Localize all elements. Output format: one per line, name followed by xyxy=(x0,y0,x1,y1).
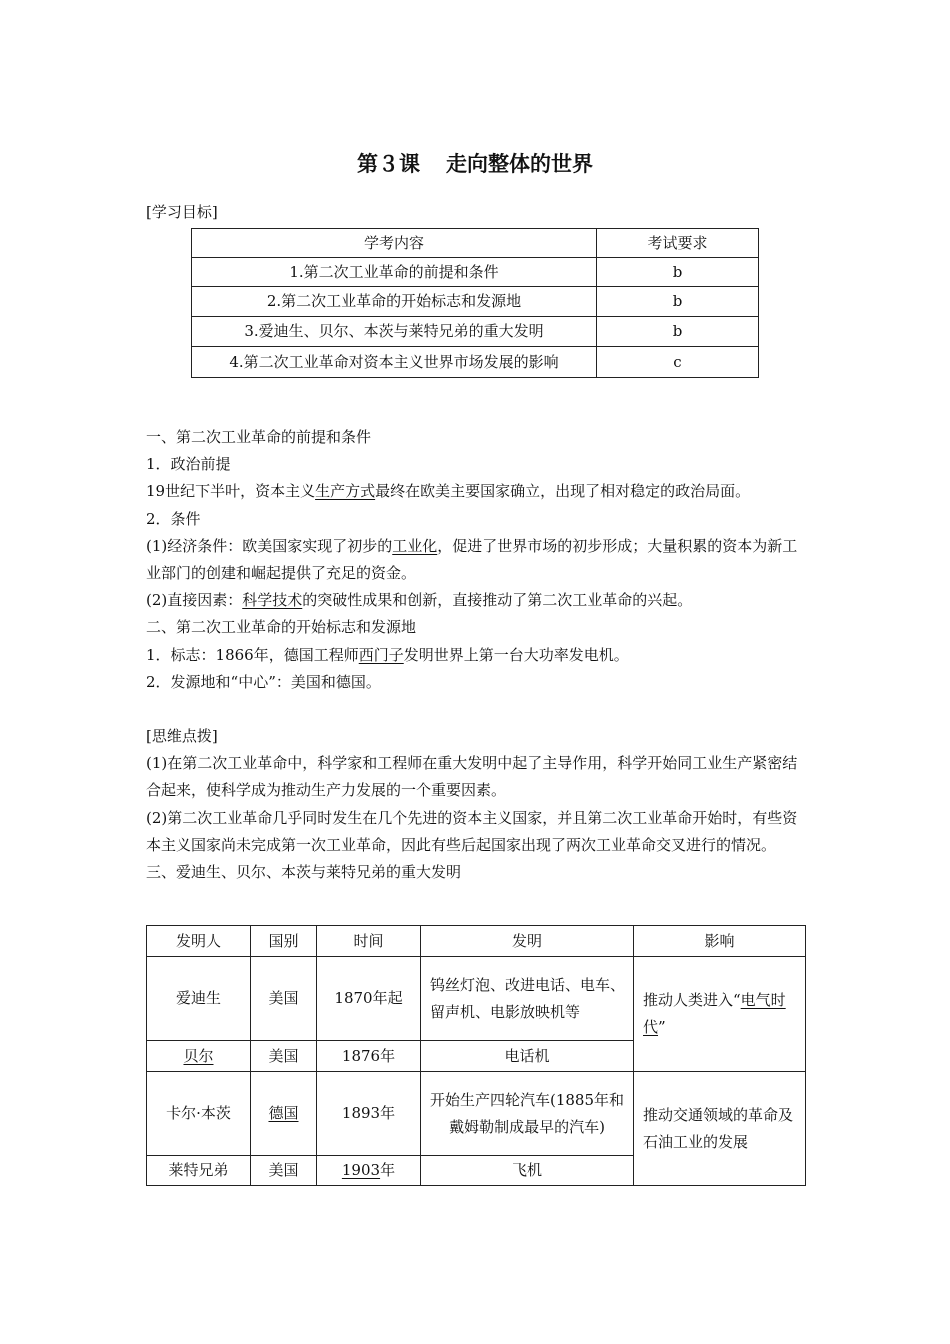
table-row xyxy=(192,347,759,378)
direct-factor-text xyxy=(146,587,806,614)
economic-condition-text xyxy=(146,533,806,587)
conditions-title: 2．条件 xyxy=(146,509,201,528)
header-requirement: 考试要求 xyxy=(597,229,759,258)
text-segment: 推动人类进入“ xyxy=(643,991,741,1009)
header-impact: 影响 xyxy=(634,926,806,957)
row-requirement: b xyxy=(597,317,759,347)
sign-text xyxy=(146,642,806,669)
header-time: 时间 xyxy=(317,926,421,957)
table-header-row xyxy=(192,229,759,258)
time: 1893年 xyxy=(317,1072,421,1156)
header-inventor: 发明人 xyxy=(147,926,251,957)
thinking-point-2: (2)第二次工业革命几乎同时发生在几个先进的资本主义国家，并且第二次工业革命开始时，有些资本主义国家尚未完成第一次工业革命，因此有些后起国家出现了两次工业革命交叉进行的情况。 xyxy=(146,808,798,854)
row-requirement: b xyxy=(597,287,759,317)
header-invention: 发明 xyxy=(421,926,634,957)
political-premise-title: 1．政治前提 xyxy=(146,455,231,474)
impact: 推动交通领域的革命及石油工业的发展 xyxy=(634,1072,806,1186)
objectives-table xyxy=(191,228,759,378)
text-segment: 的突破性成果和创新，直接推动了第二次工业革命的兴起。 xyxy=(302,591,693,610)
spacer xyxy=(146,696,806,723)
text-segment: (2)直接因素： xyxy=(146,591,243,610)
row-content: 3.爱迪生、贝尔、本茨与莱特兄弟的重大发明 xyxy=(192,317,597,347)
header-content: 学考内容 xyxy=(192,229,597,258)
section1-heading: 一、第二次工业革命的前提和条件 xyxy=(146,428,372,446)
country xyxy=(251,1072,317,1156)
text-segment: ，促进了世界市场的初步形成；大量积累的资本为新工业部门的创建和崛起提供了充足的资金。 xyxy=(146,536,798,583)
row-requirement: c xyxy=(597,347,759,378)
time: 1870年起 xyxy=(317,957,421,1041)
table-header-row xyxy=(147,926,806,957)
time: 1876年 xyxy=(317,1041,421,1072)
underlined-term: 德国 xyxy=(268,1104,299,1122)
invention: 开始生产四轮汽车(1885年和戴姆勒制成最早的汽车) xyxy=(421,1072,634,1156)
underlined-term: 科学技术 xyxy=(242,591,303,610)
inventor: 莱特兄弟 xyxy=(147,1156,251,1186)
main-content xyxy=(146,424,806,886)
table-row xyxy=(192,258,759,287)
text-segment: 最终在欧美主要国家确立，出现了相对稳定的政治局面。 xyxy=(375,482,751,501)
origin-text: 2．发源地和“中心”：美国和德国。 xyxy=(146,672,381,691)
objectives-label: [学习目标] xyxy=(146,203,218,221)
row-content: 1.第二次工业革命的前提和条件 xyxy=(192,258,597,287)
invention: 飞机 xyxy=(421,1156,634,1186)
lesson-name: 走向整体的世界 xyxy=(446,151,593,176)
inventor: 爱迪生 xyxy=(147,957,251,1041)
political-premise-text xyxy=(146,478,806,505)
underlined-term: 贝尔 xyxy=(183,1046,214,1065)
text-segment: 年 xyxy=(380,1161,396,1179)
header-country: 国别 xyxy=(251,926,317,957)
underlined-term: 西门子 xyxy=(358,645,404,664)
row-content: 4.第二次工业革命对资本主义世界市场发展的影响 xyxy=(192,347,597,378)
row-content: 2.第二次工业革命的开始标志和发源地 xyxy=(192,287,597,317)
country: 美国 xyxy=(251,957,317,1041)
table-row xyxy=(192,317,759,347)
table-row xyxy=(147,957,806,1041)
text-segment: 19世纪下半叶，资本主义 xyxy=(146,482,316,501)
page-title xyxy=(0,148,950,178)
impact xyxy=(634,957,806,1072)
inventor: 卡尔·本茨 xyxy=(147,1072,251,1156)
text-segment: (1)经济条件：欧美国家实现了初步的 xyxy=(146,536,393,555)
inventions-table xyxy=(146,925,806,1186)
country: 美国 xyxy=(251,1156,317,1186)
inventor xyxy=(147,1041,251,1072)
thinking-label: [思维点拨] xyxy=(146,727,218,746)
invention: 钨丝灯泡、改进电话、电车、留声机、电影放映机等 xyxy=(421,957,634,1041)
underlined-term: 电气时代 xyxy=(643,991,786,1036)
underlined-term: 1903 xyxy=(341,1161,381,1179)
text-segment: 发明世界上第一台大功率发电机。 xyxy=(403,645,629,664)
time xyxy=(317,1156,421,1186)
table-row xyxy=(147,1072,806,1156)
text-segment: ” xyxy=(658,1018,666,1036)
section3-heading: 三、爱迪生、贝尔、本茨与莱特兄弟的重大发明 xyxy=(146,863,462,882)
underlined-term: 工业化 xyxy=(392,536,438,555)
row-requirement: b xyxy=(597,258,759,287)
section2-heading: 二、第二次工业革命的开始标志和发源地 xyxy=(146,618,417,637)
country: 美国 xyxy=(251,1041,317,1072)
text-segment: 1．标志：1866年，德国工程师 xyxy=(146,645,359,664)
underlined-term: 生产方式 xyxy=(315,482,376,501)
table-row xyxy=(192,287,759,317)
lesson-number: 第３课 xyxy=(357,151,420,176)
thinking-point-1: (1)在第二次工业革命中，科学家和工程师在重大发明中起了主导作用，科学开始同工业生产紧密结合起来，使科学成为推动生产力发展的一个重要因素。 xyxy=(146,754,798,800)
invention: 电话机 xyxy=(421,1041,634,1072)
